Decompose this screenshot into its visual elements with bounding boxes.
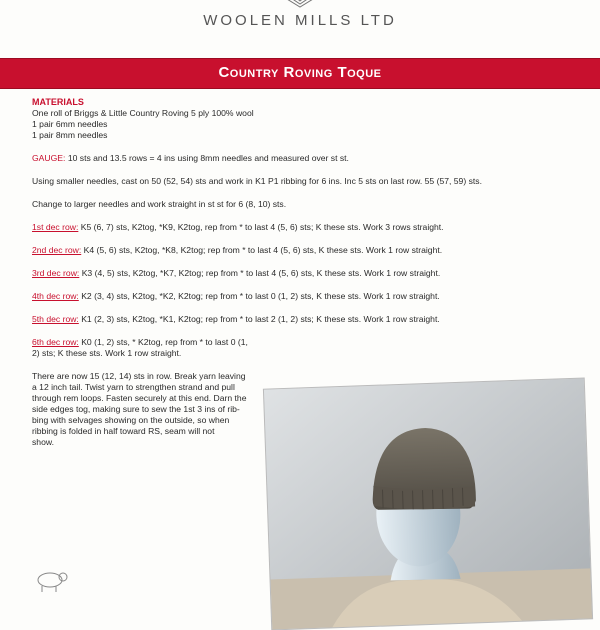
finishing-paragraph (32, 371, 282, 448)
dec-row-paragraph (32, 337, 282, 359)
dec-row-label: 4th dec row: (32, 291, 79, 301)
materials-line: One roll of Briggs & Little Country Roving 5 ply 100% wool (32, 108, 254, 118)
materials-line: 1 pair 6mm needles (32, 119, 108, 129)
change-needles-paragraph: Change to larger needles and work straight in st st for 6 (8, 10) sts. (32, 199, 287, 209)
materials-section (32, 97, 572, 141)
dec-row-text: K5 (6, 7) sts, K2tog, *K9, K2tog, rep from * to last 4 (5, 6) sts; K these sts. Work 3 rows straight. (80, 222, 444, 232)
finishing-line: show. (32, 437, 54, 447)
cast-on-paragraph: Using smaller needles, cast on 50 (52, 54) sts and work in K1 P1 ribbing for 6 ins. Inc 5 sts on last row. 55 (57, 59) sts. (32, 176, 482, 186)
gauge-text: 10 sts and 13.5 rows = 4 ins using 8mm needles and measured over st st. (67, 153, 349, 163)
dec-row-label: 6th dec row: (32, 337, 79, 347)
dec-row-label: 5th dec row: (32, 314, 79, 324)
sheep-icon (30, 567, 72, 593)
dec-row-text: K4 (5, 6) sts, K2tog, *K8, K2tog; rep from * to last 4 (5, 6) sts, K these sts. Work 1 row straight. (83, 245, 443, 255)
finishing-line: ribbing is folded in half toward RS, seam will not (32, 426, 215, 436)
dec-row-text: K1 (2, 3) sts, K2tog, *K1, K2tog; rep from * to last 2 (1, 2) sts; K these sts. Work 1 row straight. (81, 314, 440, 324)
finishing-line: There are now 15 (12, 14) sts in row. Break yarn leaving (32, 371, 246, 381)
materials-line: 1 pair 8mm needles (32, 130, 108, 140)
dec-row-paragraph (32, 268, 572, 279)
mannequin-photo-illustration (264, 378, 592, 629)
page-title: Country Roving Toque (218, 64, 382, 81)
dec-row-paragraph (32, 314, 572, 325)
company-name: WOOLEN MILLS LTD (203, 12, 397, 29)
dec-row-paragraph (32, 291, 572, 302)
toque-photo (264, 378, 592, 629)
dec-row-paragraph (32, 222, 572, 233)
dec-row-text: K0 (1, 2) sts, * K2tog, rep from * to last 0 (1, (81, 337, 248, 347)
title-banner (0, 58, 600, 89)
gauge-label: GAUGE: (32, 153, 66, 163)
dec-row-label: 2nd dec row: (32, 245, 82, 255)
gauge-paragraph (32, 153, 572, 164)
dec-row-paragraph (32, 245, 572, 256)
dec-row-text: K3 (4, 5) sts, K2tog, *K7, K2tog; rep from * to last 4 (5, 6) sts, K these sts. Work 1 row straight. (81, 268, 441, 278)
brand-header (0, 0, 600, 38)
dec-row-label: 1st dec row: (32, 222, 79, 232)
materials-heading: MATERIALS (32, 97, 84, 107)
finishing-line: bing with selvages showing on the outside, so when (32, 415, 230, 425)
finishing-line: through rem loops. Fasten securely at this end. Darn the (32, 393, 247, 403)
logo-icon (278, 0, 322, 8)
dec-row-label: 3rd dec row: (32, 268, 80, 278)
dec-row-text: 2) sts; K these sts. Work 1 row straight. (32, 348, 182, 358)
finishing-line: a 12 inch tail. Twist yarn to strengthen strand and pull (32, 382, 235, 392)
dec-row-text: K2 (3, 4) sts, K2tog, *K2, K2tog; rep from * to last 0 (1, 2) sts, K these sts. Work 1 row straight. (81, 291, 440, 301)
finishing-line: side edges tog, making sure to sew the 1st 3 ins of rib- (32, 404, 240, 414)
